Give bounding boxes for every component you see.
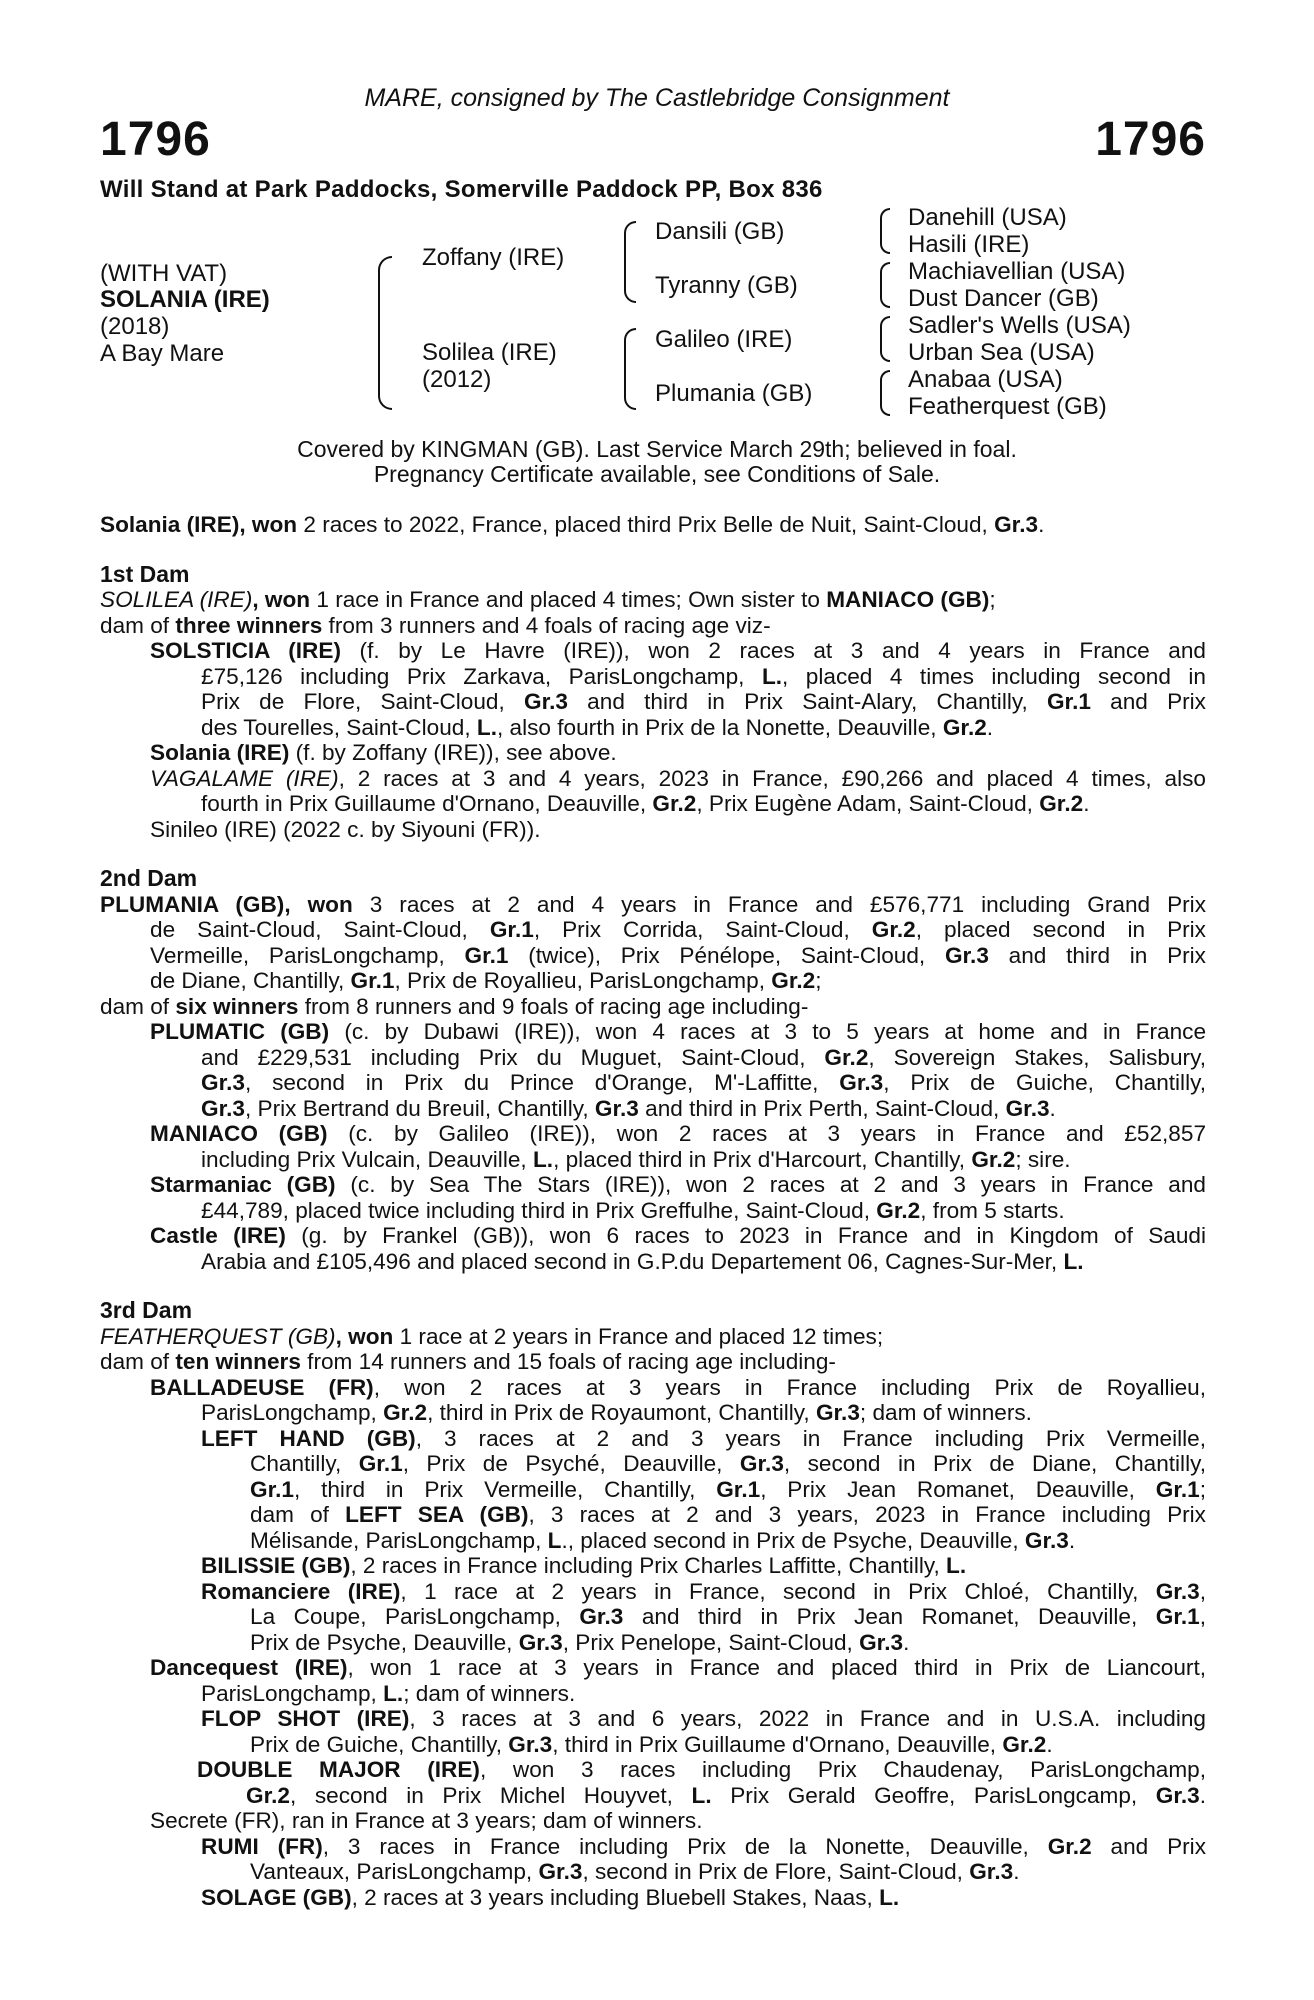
second-dam-summary: dam of six winners from 8 runners and 9 foals of racing age including- bbox=[100, 993, 809, 1019]
produce-entry-cont: Chantilly, Gr.1, Prix de Psyché, Deauville, Gr.3, second in Prix de Diane, Chantilly, bbox=[250, 1451, 1206, 1476]
produce-entry: PLUMATIC (GB) (c. by Dubawi (IRE)), won 4 races at 3 to 5 years at home and in France bbox=[150, 1019, 1206, 1044]
produce-entry: BALLADEUSE (FR), won 2 races at 3 years in France including Prix de Royallieu, bbox=[150, 1374, 1206, 1400]
sire: Zoffany (IRE) bbox=[422, 244, 565, 271]
horse-name: SOLANIA (IRE) bbox=[100, 286, 270, 313]
produce-entry-cont: Mélisande, ParisLongchamp, L., placed second in Prix de Psyche, Deauville, Gr.3. bbox=[250, 1527, 1076, 1553]
first-dam-heading: 1st Dam bbox=[100, 561, 190, 587]
third-dam-heading: 3rd Dam bbox=[100, 1298, 193, 1323]
third-dam-summary: dam of ten winners from 14 runners and 15 foals of racing age including- bbox=[100, 1349, 836, 1374]
second-dam-line: PLUMANIA (GB), won 3 races at 2 and 4 years in France and £576,771 including Grand Prix bbox=[100, 891, 1206, 917]
produce-entry-cont: Gr.2, second in Prix Michel Houyvet, L. Prix Gerald Geoffre, ParisLongcamp, Gr.3. bbox=[246, 1782, 1206, 1808]
dam: Solilea (IRE) bbox=[422, 339, 557, 366]
produce-entry: MANIACO (GB) (c. by Galileo (IRE)), won 2 races at 3 years in France and £52,857 bbox=[150, 1121, 1206, 1146]
produce-entry-cont: including Prix Vulcain, Deauville, L., placed third in Prix d'Harcourt, Chantilly, Gr.2; sire. bbox=[201, 1146, 1071, 1172]
pedigree-brace bbox=[624, 221, 636, 303]
pedigree-brace bbox=[624, 328, 636, 410]
intro-line: Solania (IRE), won 2 races to 2022, France, placed third Prix Belle de Nuit, Saint-Cloud, Gr.3. bbox=[100, 512, 1045, 537]
produce-entry: Sinileo (IRE) (2022 c. by Siyouni (FR)). bbox=[150, 816, 541, 842]
produce-entry-cont: dam of LEFT SEA (GB), 3 races at 2 and 3 years, 2023 in France including Prix bbox=[250, 1502, 1206, 1527]
dam-year: (2012) bbox=[422, 366, 492, 393]
produce-entry-cont: La Coupe, ParisLongchamp, Gr.3 and third in Prix Jean Romanet, Deauville, Gr.1, bbox=[250, 1604, 1206, 1629]
produce-entry: Starmaniac (GB) (c. by Sea The Stars (IRE)), won 2 races at 2 and 3 years in France and bbox=[150, 1172, 1206, 1197]
produce-entry-cont: ParisLongchamp, L.; dam of winners. bbox=[201, 1680, 576, 1706]
produce-entry-cont: Arabia and £105,496 and placed second in G.P.du Departement 06, Cagnes-Sur-Mer, L. bbox=[201, 1248, 1084, 1274]
produce-entry-cont: and £229,531 including Prix du Muguet, Saint-Cloud, Gr.2, Sovereign Stakes, Salisbury, bbox=[201, 1044, 1206, 1070]
ancestor: Dust Dancer (GB) bbox=[908, 285, 1099, 312]
ancestor: Featherquest (GB) bbox=[908, 393, 1107, 420]
produce-entry: FLOP SHOT (IRE), 3 races at 3 and 6 years, 2022 in France and in U.S.A. including bbox=[201, 1706, 1206, 1731]
pedigree-brace bbox=[880, 370, 890, 416]
second-dam-line-cont: Vermeille, ParisLongchamp, Gr.1 (twice), Prix Pénélope, Saint-Cloud, Gr.3 and third in Prix bbox=[150, 942, 1206, 968]
second-dam-line-cont: de Saint-Cloud, Saint-Cloud, Gr.1, Prix Corrida, Saint-Cloud, Gr.2, placed second in Prix bbox=[150, 917, 1206, 942]
produce-entry-cont: £44,789, placed twice including third in Prix Greffulhe, Saint-Cloud, Gr.2, from 5 starts. bbox=[201, 1197, 1065, 1223]
produce-entry-cont: Gr.3, Prix Bertrand du Breuil, Chantilly, Gr.3 and third in Prix Perth, Saint-Cloud, Gr.3. bbox=[201, 1095, 1056, 1121]
produce-entry-cont: Prix de Psyche, Deauville, Gr.3, Prix Penelope, Saint-Cloud, Gr.3. bbox=[250, 1629, 910, 1655]
produce-entry: Secrete (FR), ran in France at 3 years; dam of winners. bbox=[150, 1808, 703, 1833]
produce-entry: VAGALAME (IRE), 2 races at 3 and 4 years, 2023 in France, £90,266 and placed 4 times, also bbox=[150, 765, 1206, 791]
produce-entry-cont: Gr.1, third in Prix Vermeille, Chantilly, Gr.1, Prix Jean Romanet, Deauville, Gr.1; bbox=[250, 1476, 1206, 1502]
produce-entry: RUMI (FR), 3 races in France including Prix de la Nonette, Deauville, Gr.2 and Prix bbox=[201, 1833, 1206, 1859]
ancestor: Anabaa (USA) bbox=[908, 366, 1063, 393]
third-dam-line: FEATHERQUEST (GB), won 1 race at 2 years in France and placed 12 times; bbox=[100, 1323, 884, 1349]
produce-entry-cont: Prix de Flore, Saint-Cloud, Gr.3 and third in Prix Saint-Alary, Chantilly, Gr.1 and Prix bbox=[201, 689, 1206, 714]
produce-entry: Romanciere (IRE), 1 race at 2 years in France, second in Prix Chloé, Chantilly, Gr.3, bbox=[201, 1578, 1206, 1604]
stand-location: Will Stand at Park Paddocks, Somerville Paddock PP, Box 836 bbox=[100, 176, 823, 203]
ancestor: Sadler's Wells (USA) bbox=[908, 312, 1131, 339]
ancestor: Machiavellian (USA) bbox=[908, 258, 1126, 285]
pedigree-brace bbox=[378, 256, 392, 410]
produce-entry: Solania (IRE) (f. by Zoffany (IRE)), see above. bbox=[150, 740, 617, 765]
horse-year: (2018) bbox=[100, 313, 170, 340]
produce-entry-cont: Prix de Guiche, Chantilly, Gr.3, third in Prix Guillaume d'Ornano, Deauville, Gr.2. bbox=[250, 1731, 1053, 1757]
sire-sire: Dansili (GB) bbox=[655, 218, 785, 245]
produce-entry-cont: Gr.3, second in Prix du Prince d'Orange, M'-Laffitte, Gr.3, Prix de Guiche, Chantilly, bbox=[201, 1070, 1206, 1095]
dam-sire: Galileo (IRE) bbox=[655, 326, 793, 353]
produce-entry: DOUBLE MAJOR (IRE), won 3 races including Prix Chaudenay, ParisLongchamp, bbox=[197, 1757, 1206, 1782]
produce-entry-cont: Vanteaux, ParisLongchamp, Gr.3, second in Prix de Flore, Saint-Cloud, Gr.3. bbox=[250, 1859, 1020, 1884]
second-dam-line-cont: de Diane, Chantilly, Gr.1, Prix de Royallieu, ParisLongchamp, Gr.2; bbox=[150, 968, 822, 993]
first-dam-line: SOLILEA (IRE), won 1 race in France and placed 4 times; Own sister to MANIACO (GB); bbox=[100, 587, 996, 612]
produce-entry-cont: ParisLongchamp, Gr.2, third in Prix de Royaumont, Chantilly, Gr.3; dam of winners. bbox=[201, 1400, 1032, 1425]
sire-dam: Tyranny (GB) bbox=[655, 272, 798, 299]
produce-entry-cont: des Tourelles, Saint-Cloud, L., also fourth in Prix de la Nonette, Deauville, Gr.2. bbox=[201, 714, 994, 740]
covering-line: Covered by KINGMAN (GB). Last Service March 29th; believed in foal. bbox=[297, 436, 1017, 462]
produce-entry: SOLAGE (GB), 2 races at 3 years including Bluebell Stakes, Naas, L. bbox=[201, 1884, 900, 1910]
second-dam-heading: 2nd Dam bbox=[100, 866, 198, 891]
lot-number-right: 1796 bbox=[1095, 113, 1206, 166]
first-dam-summary: dam of three winners from 3 runners and 4 foals of racing age viz- bbox=[100, 612, 771, 638]
pedigree-brace bbox=[880, 262, 890, 308]
produce-entry-cont: £75,126 including Prix Zarkava, ParisLongchamp, L., placed 4 times including second in bbox=[201, 663, 1206, 689]
vat-label: (WITH VAT) bbox=[100, 260, 228, 287]
produce-entry: Castle (IRE) (g. by Frankel (GB)), won 6 races to 2023 in France and in Kingdom of Saudi bbox=[150, 1223, 1206, 1248]
horse-description: A Bay Mare bbox=[100, 340, 225, 367]
produce-entry: BILISSIE (GB), 2 races in France including Prix Charles Laffitte, Chantilly, L. bbox=[201, 1553, 967, 1578]
produce-entry: Dancequest (IRE), won 1 race at 3 years in France and placed third in Prix de Liancourt, bbox=[150, 1655, 1206, 1680]
catalogue-body bbox=[100, 512, 1206, 1910]
produce-entry-cont: fourth in Prix Guillaume d'Ornano, Deauville, Gr.2, Prix Eugène Adam, Saint-Cloud, Gr.2. bbox=[201, 791, 1090, 816]
produce-entry: LEFT HAND (GB), 3 races at 2 and 3 years in France including Prix Vermeille, bbox=[201, 1425, 1206, 1451]
lot-number-left: 1796 bbox=[100, 113, 211, 166]
ancestor: Urban Sea (USA) bbox=[908, 339, 1095, 366]
consignment-line: MARE, consigned by The Castlebridge Consignment bbox=[364, 84, 950, 112]
ancestor: Hasili (IRE) bbox=[908, 231, 1030, 258]
ancestor: Danehill (USA) bbox=[908, 204, 1067, 231]
pedigree-brace bbox=[880, 208, 890, 254]
produce-entry: SOLSTICIA (IRE) (f. by Le Havre (IRE)), won 2 races at 3 and 4 years in France and bbox=[150, 638, 1206, 663]
pregnancy-line: Pregnancy Certificate available, see Conditions of Sale. bbox=[373, 461, 941, 487]
pedigree-brace bbox=[880, 316, 890, 362]
dam-dam: Plumania (GB) bbox=[655, 380, 813, 407]
